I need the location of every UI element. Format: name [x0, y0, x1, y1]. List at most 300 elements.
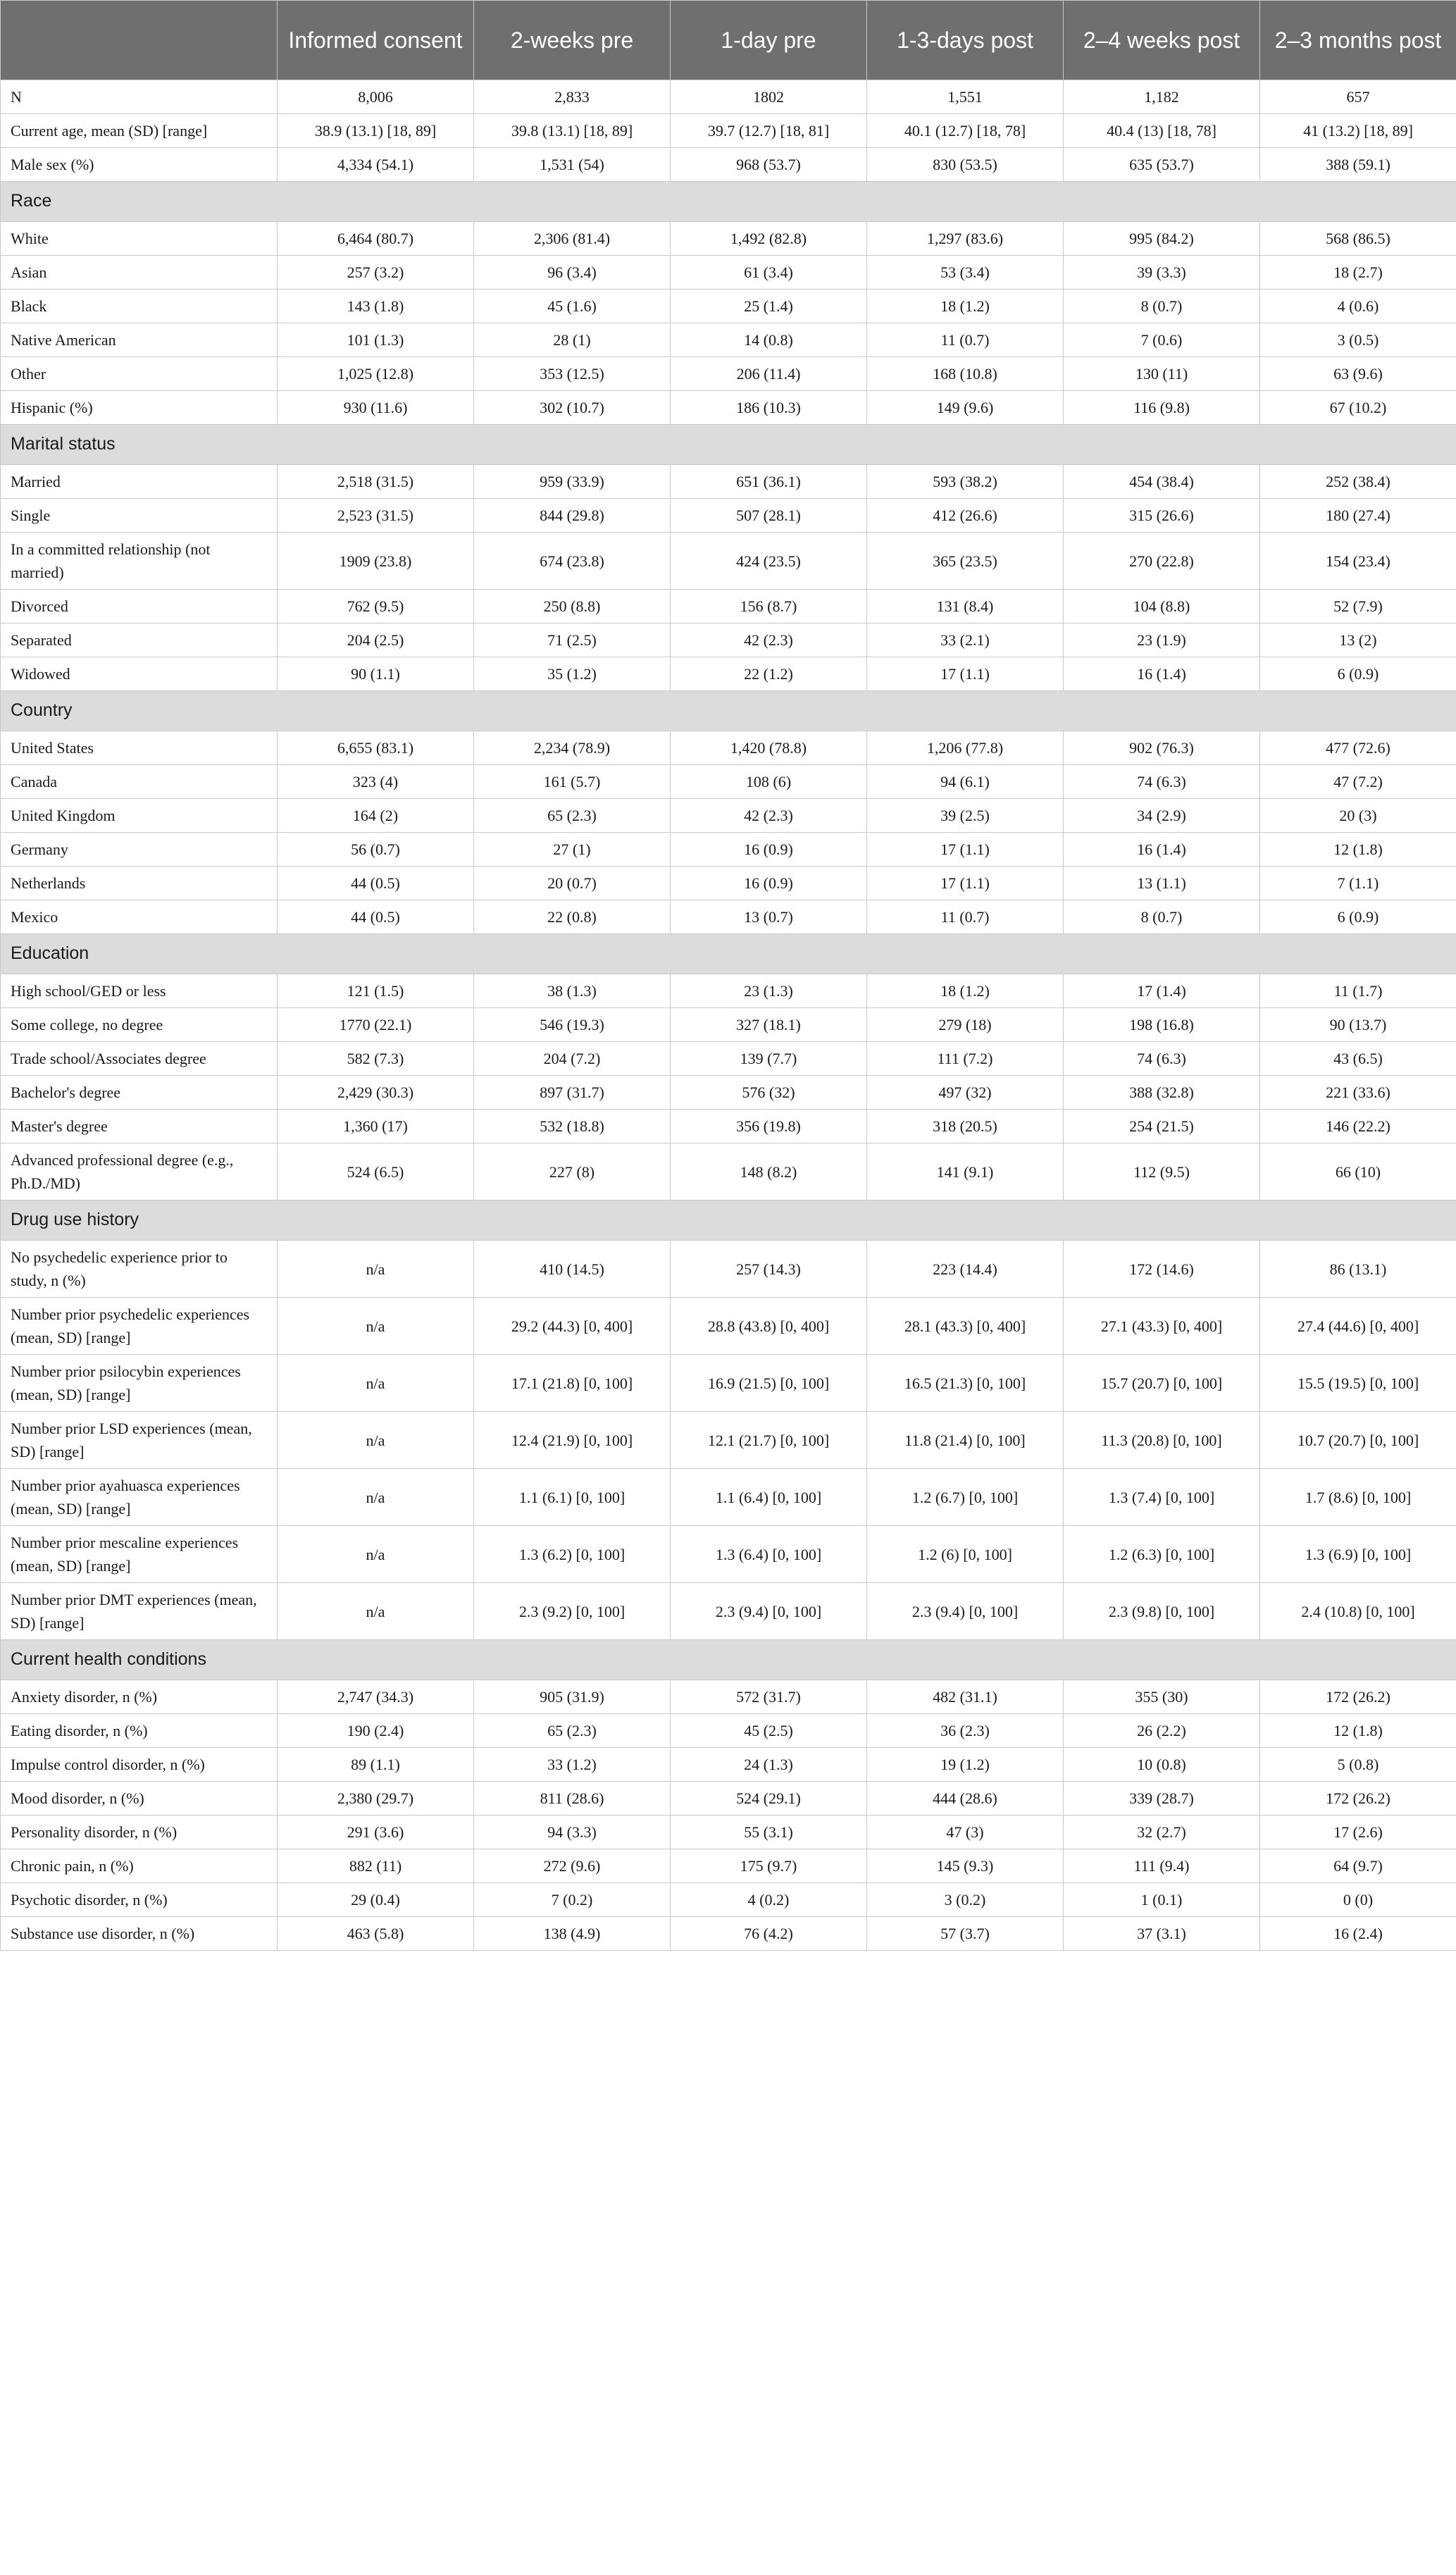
table-cell: 1.1 (6.1) [0, 100]	[474, 1469, 671, 1526]
table-cell: 11.3 (20.8) [0, 100]	[1064, 1412, 1260, 1469]
table-row	[1, 499, 1456, 533]
table-cell: 17 (1.1)	[867, 657, 1064, 691]
section-heading: Race	[1, 182, 1456, 222]
row-label: High school/GED or less	[1, 974, 278, 1008]
table-cell: 8,006	[278, 80, 474, 114]
table-cell: 1909 (23.8)	[278, 533, 474, 590]
table-cell: 7 (0.6)	[1064, 323, 1260, 357]
table-cell: 172 (14.6)	[1064, 1241, 1260, 1298]
table-cell: 1 (0.1)	[1064, 1883, 1260, 1917]
table-cell: 65 (2.3)	[474, 799, 671, 833]
table-cell: 66 (10)	[1260, 1143, 1456, 1200]
table-cell: 90 (1.1)	[278, 657, 474, 691]
table-cell: 1,182	[1064, 80, 1260, 114]
table-cell: 356 (19.8)	[671, 1110, 867, 1143]
table-cell: 2,234 (78.9)	[474, 731, 671, 765]
table-cell: 454 (38.4)	[1064, 465, 1260, 499]
table-cell: 291 (3.6)	[278, 1816, 474, 1849]
table-cell: 5 (0.8)	[1260, 1748, 1456, 1782]
table-cell: 86 (13.1)	[1260, 1241, 1456, 1298]
table-row	[1, 1526, 1456, 1583]
table-cell: 223 (14.4)	[867, 1241, 1064, 1298]
table-cell: 2,747 (34.3)	[278, 1680, 474, 1714]
table-row	[1, 1412, 1456, 1469]
table-cell: 6,655 (83.1)	[278, 731, 474, 765]
table-cell: 1,360 (17)	[278, 1110, 474, 1143]
table-cell: 8 (0.7)	[1064, 290, 1260, 323]
table-cell: 2.3 (9.2) [0, 100]	[474, 1583, 671, 1640]
section-row	[1, 182, 1456, 222]
table-cell: 2,523 (31.5)	[278, 499, 474, 533]
row-label: Some college, no degree	[1, 1008, 278, 1042]
table-cell: 156 (8.7)	[671, 590, 867, 623]
table-cell: 44 (0.5)	[278, 867, 474, 900]
table-cell: 12.1 (21.7) [0, 100]	[671, 1412, 867, 1469]
table-cell: 33 (2.1)	[867, 623, 1064, 657]
header-cell-timepoint: 2–4 weeks post	[1064, 1, 1260, 80]
table-row	[1, 1355, 1456, 1412]
table-cell: 29 (0.4)	[278, 1883, 474, 1917]
table-cell: 39.8 (13.1) [18, 89]	[474, 114, 671, 148]
table-cell: 524 (29.1)	[671, 1782, 867, 1816]
table-cell: 47 (7.2)	[1260, 765, 1456, 799]
table-cell: 38 (1.3)	[474, 974, 671, 1008]
table-cell: 131 (8.4)	[867, 590, 1064, 623]
table-cell: 149 (9.6)	[867, 391, 1064, 425]
table-cell: 0 (0)	[1260, 1883, 1456, 1917]
table-row	[1, 533, 1456, 590]
table-cell: 43 (6.5)	[1260, 1042, 1456, 1076]
table-cell: 161 (5.7)	[474, 765, 671, 799]
row-label: Widowed	[1, 657, 278, 691]
row-label: Advanced professional degree (e.g., Ph.D./MD)	[1, 1143, 278, 1200]
table-cell: 2.3 (9.8) [0, 100]	[1064, 1583, 1260, 1640]
table-cell: 270 (22.8)	[1064, 533, 1260, 590]
table-cell: 252 (38.4)	[1260, 465, 1456, 499]
table-row	[1, 1782, 1456, 1816]
table-cell: 154 (23.4)	[1260, 533, 1456, 590]
table-row	[1, 290, 1456, 323]
row-label: Single	[1, 499, 278, 533]
row-label: No psychedelic experience prior to study, n (%)	[1, 1241, 278, 1298]
table-cell: 7 (0.2)	[474, 1883, 671, 1917]
table-cell: 532 (18.8)	[474, 1110, 671, 1143]
table-row	[1, 833, 1456, 867]
table-cell: 96 (3.4)	[474, 256, 671, 290]
table-cell: 221 (33.6)	[1260, 1076, 1456, 1110]
table-cell: 27.4 (44.6) [0, 400]	[1260, 1298, 1456, 1355]
table-cell: 47 (3)	[867, 1816, 1064, 1849]
table-row	[1, 323, 1456, 357]
table-cell: 2,306 (81.4)	[474, 222, 671, 256]
row-label: Asian	[1, 256, 278, 290]
section-heading: Drug use history	[1, 1200, 1456, 1241]
table-cell: 40.4 (13) [18, 78]	[1064, 114, 1260, 148]
table-cell: 74 (6.3)	[1064, 1042, 1260, 1076]
table-cell: 11.8 (21.4) [0, 100]	[867, 1412, 1064, 1469]
table-cell: 180 (27.4)	[1260, 499, 1456, 533]
table-cell: 318 (20.5)	[867, 1110, 1064, 1143]
table-cell: 41 (13.2) [18, 89]	[1260, 114, 1456, 148]
table-cell: 10 (0.8)	[1064, 1748, 1260, 1782]
table-cell: 1,206 (77.8)	[867, 731, 1064, 765]
table-cell: 38.9 (13.1) [18, 89]	[278, 114, 474, 148]
table-cell: 7 (1.1)	[1260, 867, 1456, 900]
table-row	[1, 391, 1456, 425]
table-cell: 1,531 (54)	[474, 148, 671, 182]
table-row	[1, 1076, 1456, 1110]
row-label: Substance use disorder, n (%)	[1, 1917, 278, 1951]
table-cell: 33 (1.2)	[474, 1748, 671, 1782]
table-cell: 302 (10.7)	[474, 391, 671, 425]
row-label: Hispanic (%)	[1, 391, 278, 425]
table-cell: n/a	[278, 1241, 474, 1298]
row-label: Number prior ayahuasca experiences (mean, SD) [range]	[1, 1469, 278, 1526]
table-cell: 22 (1.2)	[671, 657, 867, 691]
table-row	[1, 256, 1456, 290]
table-cell: 111 (7.2)	[867, 1042, 1064, 1076]
table-cell: 6 (0.9)	[1260, 900, 1456, 934]
table-cell: 811 (28.6)	[474, 1782, 671, 1816]
table-cell: 67 (10.2)	[1260, 391, 1456, 425]
table-cell: 1.2 (6.7) [0, 100]	[867, 1469, 1064, 1526]
table-cell: 65 (2.3)	[474, 1714, 671, 1748]
table-cell: 108 (6)	[671, 765, 867, 799]
table-cell: 37 (3.1)	[1064, 1917, 1260, 1951]
table-cell: 12 (1.8)	[1260, 833, 1456, 867]
table-cell: 15.7 (20.7) [0, 100]	[1064, 1355, 1260, 1412]
table-cell: 13 (2)	[1260, 623, 1456, 657]
row-label: United States	[1, 731, 278, 765]
table-row	[1, 1241, 1456, 1298]
table-row	[1, 1816, 1456, 1849]
table-cell: 148 (8.2)	[671, 1143, 867, 1200]
table-cell: 12 (1.8)	[1260, 1714, 1456, 1748]
table-cell: 71 (2.5)	[474, 623, 671, 657]
table-cell: 250 (8.8)	[474, 590, 671, 623]
table-cell: 4 (0.2)	[671, 1883, 867, 1917]
table-row	[1, 114, 1456, 148]
table-cell: 1.3 (6.2) [0, 100]	[474, 1526, 671, 1583]
table-cell: 444 (28.6)	[867, 1782, 1064, 1816]
table-cell: 164 (2)	[278, 799, 474, 833]
table-cell: 897 (31.7)	[474, 1076, 671, 1110]
table-row	[1, 1583, 1456, 1640]
header-cell-timepoint: 1-3-days post	[867, 1, 1064, 80]
table-row	[1, 799, 1456, 833]
table-cell: 254 (21.5)	[1064, 1110, 1260, 1143]
table-cell: 22 (0.8)	[474, 900, 671, 934]
table-cell: 1,551	[867, 80, 1064, 114]
table-cell: 2,833	[474, 80, 671, 114]
table-cell: 28 (1)	[474, 323, 671, 357]
row-label: Black	[1, 290, 278, 323]
table-row	[1, 623, 1456, 657]
row-label: Number prior psychedelic experiences (mean, SD) [range]	[1, 1298, 278, 1355]
table-row	[1, 1298, 1456, 1355]
table-cell: 17.1 (21.8) [0, 100]	[474, 1355, 671, 1412]
table-row	[1, 1849, 1456, 1883]
table-cell: 104 (8.8)	[1064, 590, 1260, 623]
table-row	[1, 765, 1456, 799]
table-cell: 36 (2.3)	[867, 1714, 1064, 1748]
table-cell: 44 (0.5)	[278, 900, 474, 934]
table-cell: 279 (18)	[867, 1008, 1064, 1042]
row-label: Chronic pain, n (%)	[1, 1849, 278, 1883]
table-cell: 16 (1.4)	[1064, 833, 1260, 867]
table-cell: 1.2 (6.3) [0, 100]	[1064, 1526, 1260, 1583]
header-cell-timepoint: 1-day pre	[671, 1, 867, 80]
table-cell: 6,464 (80.7)	[278, 222, 474, 256]
header-cell-timepoint: Informed consent	[278, 1, 474, 80]
table-row	[1, 357, 1456, 391]
table-cell: 121 (1.5)	[278, 974, 474, 1008]
table-cell: 145 (9.3)	[867, 1849, 1064, 1883]
table-cell: n/a	[278, 1583, 474, 1640]
table-cell: 141 (9.1)	[867, 1143, 1064, 1200]
section-row	[1, 425, 1456, 465]
row-label: Canada	[1, 765, 278, 799]
table-cell: 138 (4.9)	[474, 1917, 671, 1951]
table-cell: 3 (0.5)	[1260, 323, 1456, 357]
row-label: Number prior mescaline experiences (mean, SD) [range]	[1, 1526, 278, 1583]
table-cell: 576 (32)	[671, 1076, 867, 1110]
table-cell: 353 (12.5)	[474, 357, 671, 391]
table-row	[1, 974, 1456, 1008]
table-cell: 186 (10.3)	[671, 391, 867, 425]
table-cell: 112 (9.5)	[1064, 1143, 1260, 1200]
table-cell: 45 (1.6)	[474, 290, 671, 323]
table-cell: 29.2 (44.3) [0, 400]	[474, 1298, 671, 1355]
table-cell: 24 (1.3)	[671, 1748, 867, 1782]
table-cell: 39 (3.3)	[1064, 256, 1260, 290]
table-cell: 204 (2.5)	[278, 623, 474, 657]
table-row	[1, 1883, 1456, 1917]
table-cell: 89 (1.1)	[278, 1748, 474, 1782]
row-label: Native American	[1, 323, 278, 357]
table-cell: 61 (3.4)	[671, 256, 867, 290]
table-cell: 762 (9.5)	[278, 590, 474, 623]
row-label: Master's degree	[1, 1110, 278, 1143]
section-row	[1, 1640, 1456, 1680]
table-cell: 572 (31.7)	[671, 1680, 867, 1714]
table-cell: 168 (10.8)	[867, 357, 1064, 391]
table-row	[1, 1748, 1456, 1782]
section-row	[1, 1200, 1456, 1241]
table-cell: 32 (2.7)	[1064, 1816, 1260, 1849]
row-label: Other	[1, 357, 278, 391]
header-cell-label	[1, 1, 278, 80]
table-cell: 830 (53.5)	[867, 148, 1064, 182]
table-cell: 497 (32)	[867, 1076, 1064, 1110]
row-label: Psychotic disorder, n (%)	[1, 1883, 278, 1917]
table-cell: 172 (26.2)	[1260, 1782, 1456, 1816]
table-row	[1, 1008, 1456, 1042]
row-label: Male sex (%)	[1, 148, 278, 182]
table-cell: 315 (26.6)	[1064, 499, 1260, 533]
table-cell: 272 (9.6)	[474, 1849, 671, 1883]
row-label: Divorced	[1, 590, 278, 623]
table-cell: 53 (3.4)	[867, 256, 1064, 290]
table-cell: 39.7 (12.7) [18, 81]	[671, 114, 867, 148]
table-cell: 412 (26.6)	[867, 499, 1064, 533]
table-cell: 57 (3.7)	[867, 1917, 1064, 1951]
table-cell: n/a	[278, 1526, 474, 1583]
table-cell: 42 (2.3)	[671, 623, 867, 657]
table-cell: 365 (23.5)	[867, 533, 1064, 590]
row-label: Number prior psilocybin experiences (mean, SD) [range]	[1, 1355, 278, 1412]
table-cell: 1.1 (6.4) [0, 100]	[671, 1469, 867, 1526]
row-label: Married	[1, 465, 278, 499]
table-cell: 34 (2.9)	[1064, 799, 1260, 833]
table-cell: 16.9 (21.5) [0, 100]	[671, 1355, 867, 1412]
table-row	[1, 731, 1456, 765]
table-cell: 139 (7.7)	[671, 1042, 867, 1076]
table-cell: 23 (1.3)	[671, 974, 867, 1008]
table-row	[1, 1469, 1456, 1526]
table-cell: 20 (3)	[1260, 799, 1456, 833]
section-heading: Country	[1, 691, 1456, 731]
row-label: Trade school/Associates degree	[1, 1042, 278, 1076]
table-cell: 17 (1.4)	[1064, 974, 1260, 1008]
table-cell: 111 (9.4)	[1064, 1849, 1260, 1883]
table-cell: 902 (76.3)	[1064, 731, 1260, 765]
table-cell: 10.7 (20.7) [0, 100]	[1260, 1412, 1456, 1469]
table-row	[1, 900, 1456, 934]
table-cell: 146 (22.2)	[1260, 1110, 1456, 1143]
table-cell: n/a	[278, 1469, 474, 1526]
table-cell: 651 (36.1)	[671, 465, 867, 499]
row-label: Separated	[1, 623, 278, 657]
table-cell: 130 (11)	[1064, 357, 1260, 391]
table-cell: 25 (1.4)	[671, 290, 867, 323]
table-cell: 27 (1)	[474, 833, 671, 867]
table-cell: 1,025 (12.8)	[278, 357, 474, 391]
table-cell: 13 (0.7)	[671, 900, 867, 934]
table-cell: 18 (1.2)	[867, 290, 1064, 323]
table-cell: 16 (0.9)	[671, 833, 867, 867]
table-row	[1, 1042, 1456, 1076]
table-cell: 388 (59.1)	[1260, 148, 1456, 182]
table-cell: 15.5 (19.5) [0, 100]	[1260, 1355, 1456, 1412]
table-row	[1, 867, 1456, 900]
table-cell: 4 (0.6)	[1260, 290, 1456, 323]
table-cell: 1.3 (7.4) [0, 100]	[1064, 1469, 1260, 1526]
table-cell: 27.1 (43.3) [0, 400]	[1064, 1298, 1260, 1355]
row-label: Eating disorder, n (%)	[1, 1714, 278, 1748]
table-cell: 2.3 (9.4) [0, 100]	[867, 1583, 1064, 1640]
header-row	[1, 1, 1456, 80]
table-cell: n/a	[278, 1355, 474, 1412]
table-row	[1, 1143, 1456, 1200]
table-cell: 323 (4)	[278, 765, 474, 799]
table-cell: 74 (6.3)	[1064, 765, 1260, 799]
section-heading: Marital status	[1, 425, 1456, 465]
row-label: Germany	[1, 833, 278, 867]
table-cell: 482 (31.1)	[867, 1680, 1064, 1714]
table-cell: 17 (2.6)	[1260, 1816, 1456, 1849]
table-cell: 582 (7.3)	[278, 1042, 474, 1076]
table-cell: 20 (0.7)	[474, 867, 671, 900]
table-row	[1, 148, 1456, 182]
table-cell: 424 (23.5)	[671, 533, 867, 590]
table-cell: 11 (0.7)	[867, 323, 1064, 357]
table-cell: 12.4 (21.9) [0, 100]	[474, 1412, 671, 1469]
table-cell: 94 (3.3)	[474, 1816, 671, 1849]
table-cell: 257 (14.3)	[671, 1241, 867, 1298]
table-cell: 175 (9.7)	[671, 1849, 867, 1883]
section-row	[1, 934, 1456, 974]
table-cell: 6 (0.9)	[1260, 657, 1456, 691]
table-cell: 1.2 (6) [0, 100]	[867, 1526, 1064, 1583]
table-cell: 1802	[671, 80, 867, 114]
table-cell: 995 (84.2)	[1064, 222, 1260, 256]
table-cell: 11 (0.7)	[867, 900, 1064, 934]
table-row	[1, 1917, 1456, 1951]
table-cell: 355 (30)	[1064, 1680, 1260, 1714]
table-cell: 593 (38.2)	[867, 465, 1064, 499]
table-cell: 64 (9.7)	[1260, 1849, 1456, 1883]
table-cell: 4,334 (54.1)	[278, 148, 474, 182]
table-cell: 90 (13.7)	[1260, 1008, 1456, 1042]
table-cell: 16 (0.9)	[671, 867, 867, 900]
table-cell: 17 (1.1)	[867, 867, 1064, 900]
table-cell: 2,518 (31.5)	[278, 465, 474, 499]
table-cell: 1.7 (8.6) [0, 100]	[1260, 1469, 1456, 1526]
row-label: United Kingdom	[1, 799, 278, 833]
table-cell: 477 (72.6)	[1260, 731, 1456, 765]
table-header	[1, 1, 1456, 80]
table-cell: 14 (0.8)	[671, 323, 867, 357]
row-label: Current age, mean (SD) [range]	[1, 114, 278, 148]
row-label: Impulse control disorder, n (%)	[1, 1748, 278, 1782]
table-cell: 206 (11.4)	[671, 357, 867, 391]
table-cell: 959 (33.9)	[474, 465, 671, 499]
table-cell: 568 (86.5)	[1260, 222, 1456, 256]
table-cell: 63 (9.6)	[1260, 357, 1456, 391]
header-cell-timepoint: 2–3 months post	[1260, 1, 1456, 80]
table-cell: 463 (5.8)	[278, 1917, 474, 1951]
table-cell: 410 (14.5)	[474, 1241, 671, 1298]
table-row	[1, 590, 1456, 623]
table-cell: 19 (1.2)	[867, 1748, 1064, 1782]
table-cell: 968 (53.7)	[671, 148, 867, 182]
row-label: Netherlands	[1, 867, 278, 900]
table-cell: 882 (11)	[278, 1849, 474, 1883]
table-cell: 204 (7.2)	[474, 1042, 671, 1076]
table-cell: 2.4 (10.8) [0, 100]	[1260, 1583, 1456, 1640]
table-cell: 143 (1.8)	[278, 290, 474, 323]
row-label: Number prior DMT experiences (mean, SD) [range]	[1, 1583, 278, 1640]
table-cell: 388 (32.8)	[1064, 1076, 1260, 1110]
table-cell: 339 (28.7)	[1064, 1782, 1260, 1816]
table-cell: 45 (2.5)	[671, 1714, 867, 1748]
table-cell: 1,492 (82.8)	[671, 222, 867, 256]
section-heading: Current health conditions	[1, 1640, 1456, 1680]
table-cell: 101 (1.3)	[278, 323, 474, 357]
table-cell: 116 (9.8)	[1064, 391, 1260, 425]
table-cell: 56 (0.7)	[278, 833, 474, 867]
table-row	[1, 222, 1456, 256]
table-row	[1, 657, 1456, 691]
table-cell: 198 (16.8)	[1064, 1008, 1260, 1042]
table-cell: 8 (0.7)	[1064, 900, 1260, 934]
table-cell: 1770 (22.1)	[278, 1008, 474, 1042]
table-cell: 16 (1.4)	[1064, 657, 1260, 691]
row-label: White	[1, 222, 278, 256]
table-cell: n/a	[278, 1298, 474, 1355]
table-row	[1, 80, 1456, 114]
